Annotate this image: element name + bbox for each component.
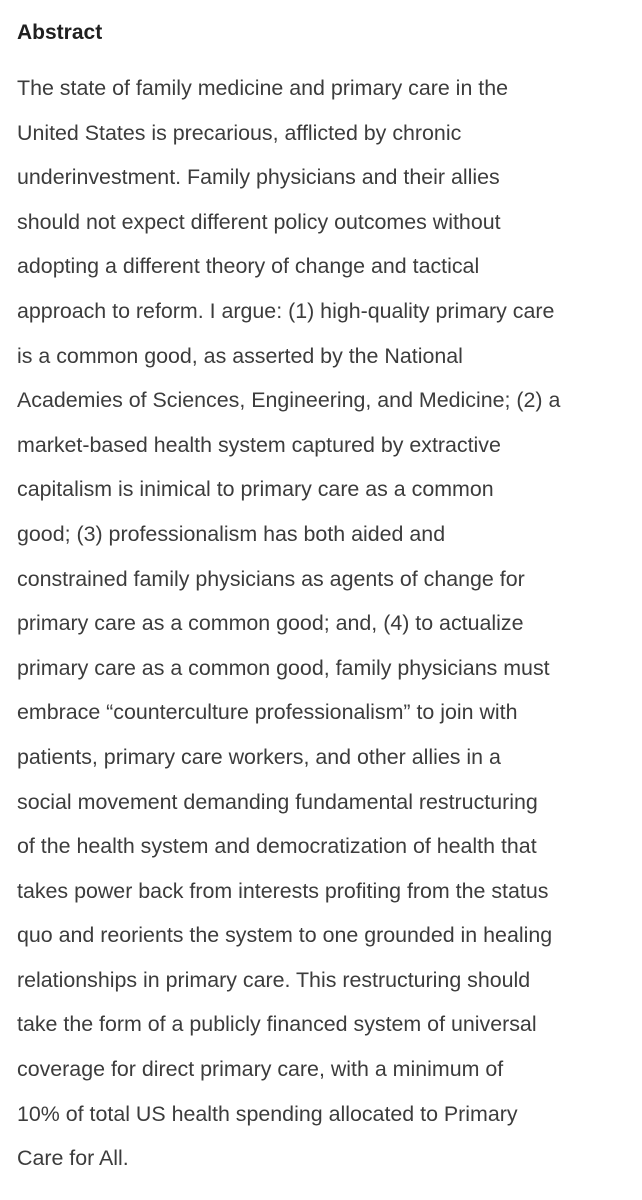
abstract-line: adopting a different theory of change and tactical (17, 254, 480, 279)
abstract-line: primary care as a common good, family physicians must (17, 655, 550, 680)
abstract-line: underinvestment. Family physicians and their allies (17, 165, 500, 190)
abstract-line: patients, primary care workers, and other allies in a (17, 744, 501, 769)
abstract-line: social movement demanding fundamental restructuring (17, 789, 538, 814)
abstract-line: market-based health system captured by extractive (17, 432, 501, 457)
abstract-line: approach to reform. I argue: (1) high-quality primary care (17, 298, 555, 323)
abstract-line: constrained family physicians as agents of change for (17, 566, 525, 591)
abstract-line: takes power back from interests profiting from the status (17, 878, 549, 903)
abstract-line: 10% of total US health spending allocated to Primary (17, 1101, 518, 1126)
abstract-line: take the form of a publicly financed system of universal (17, 1012, 537, 1037)
abstract-line: Care for All. (17, 1146, 129, 1171)
abstract-line: primary care as a common good; and, (4) to actualize (17, 611, 524, 636)
abstract-line: embrace “counterculture professionalism” to join with (17, 700, 518, 725)
abstract-line: United States is precarious, afflicted by chronic (17, 120, 462, 145)
abstract-line: quo and reorients the system to one grounded in healing (17, 923, 553, 948)
abstract-line: coverage for direct primary care, with a minimum of (17, 1057, 504, 1082)
abstract-line: relationships in primary care. This restructuring should (17, 967, 531, 992)
abstract-line: is a common good, as asserted by the National (17, 343, 463, 368)
abstract-body (17, 66, 637, 1181)
abstract-line: Academies of Sciences, Engineering, and Medicine; (2) a (17, 388, 561, 413)
abstract-heading: Abstract (17, 21, 103, 44)
abstract-line: The state of family medicine and primary care in the (17, 76, 509, 100)
abstract-line: capitalism is inimical to primary care as a common (17, 477, 494, 502)
abstract-line: good; (3) professionalism has both aided and (17, 521, 446, 546)
abstract-line: of the health system and democratization of health that (17, 834, 537, 859)
abstract-line: should not expect different policy outcomes without (17, 209, 501, 234)
